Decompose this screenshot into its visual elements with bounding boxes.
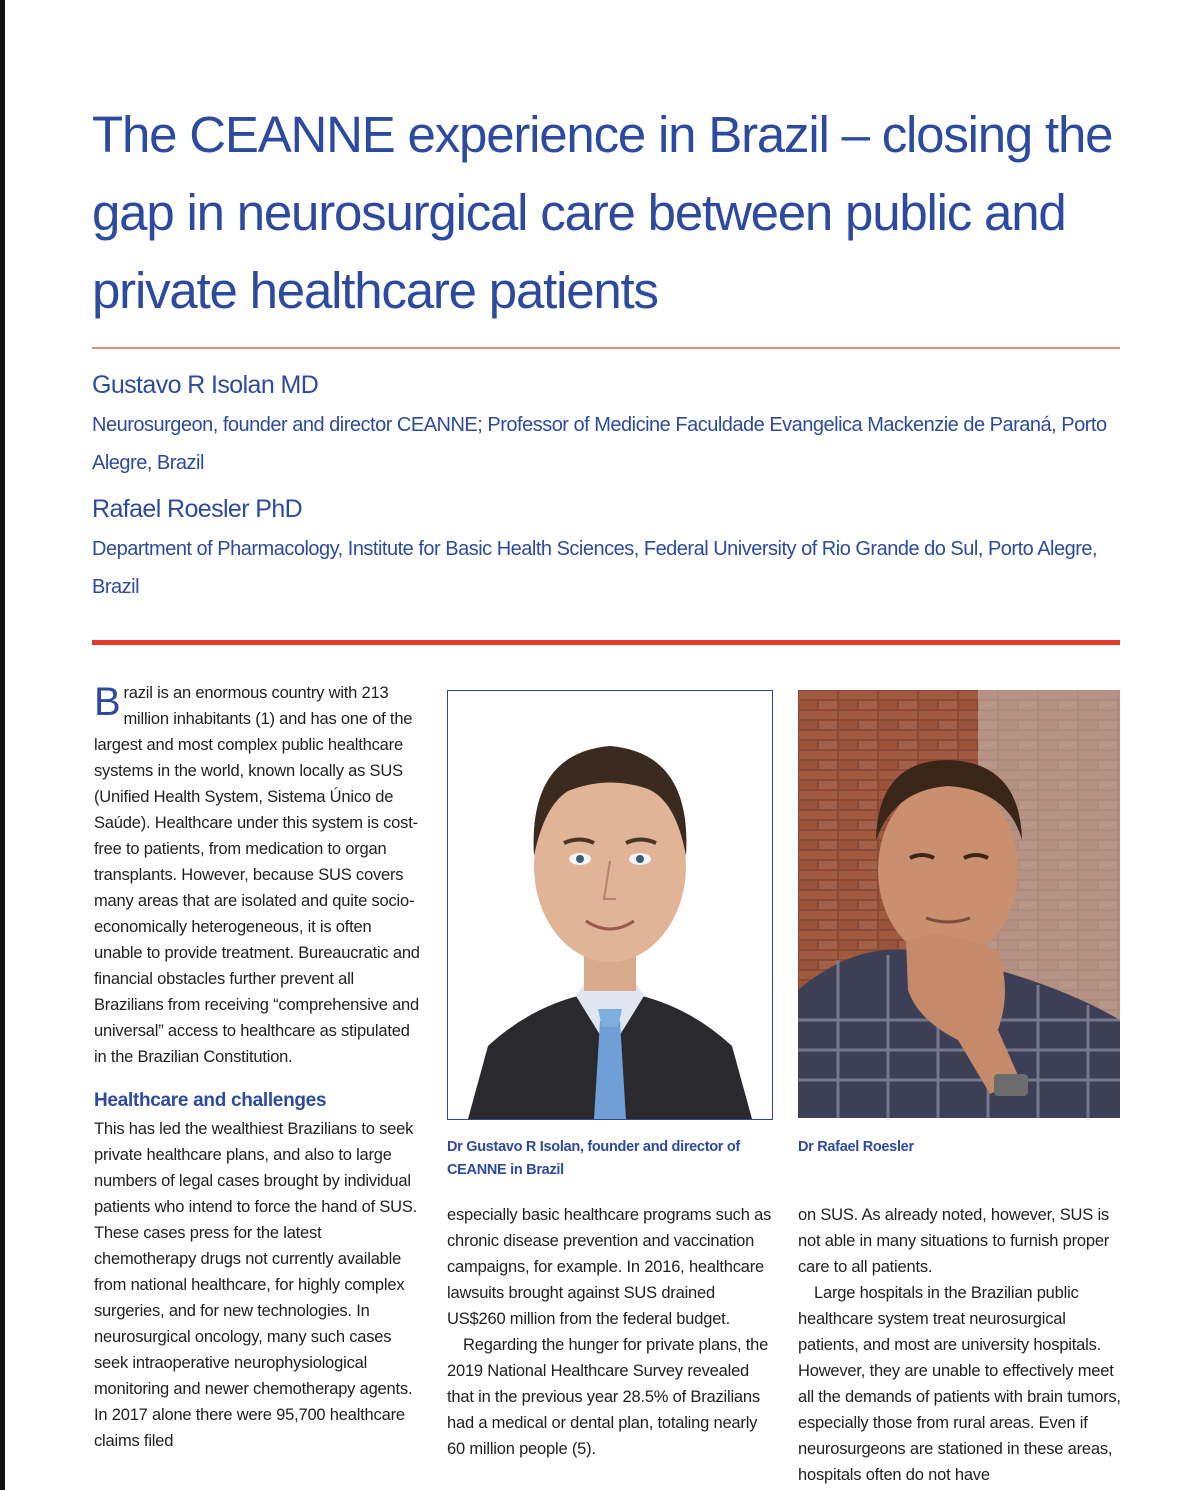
column-2 <box>447 1202 777 1462</box>
header-divider-thick <box>92 640 1120 645</box>
portrait-illustration <box>448 691 772 1119</box>
author-2 <box>92 494 1132 606</box>
article-title: The CEANNE experience in Brazil – closing the gap in neurosurgical care between public and private healthcare patients <box>92 106 1113 319</box>
column-3 <box>798 1202 1128 1488</box>
author-section <box>92 358 1132 606</box>
paragraph: especially basic healthcare programs such as chronic disease prevention and vaccination campaigns, for example. In 2016, healthcare lawsuits brought against SUS drained US$260 million from the federal budget. <box>447 1206 772 1328</box>
author-affiliation: Neurosurgeon, founder and director CEANNE; Professor of Medicine Faculdade Evangelica Mackenzie de Paraná, Porto Alegre, Brazil <box>92 414 1107 474</box>
photo-caption: Dr Gustavo R Isolan, founder and director of CEANNE in Brazil <box>447 1139 740 1178</box>
intro-text: razil is an enormous country with 213 million inhabitants (1) and has one of the largest and most complex public healthcare systems in the world, known locally as SUS (Unified Health System, Sistema Único de Saúde). Healthcare under this system is cost-free to patients, from medication to organ transplants. However, because SUS covers many areas that are isolated and quite socio-economically heterogeneous, it is often unable to provide treatment. Bureaucratic and financial obstacles further prevent all Brazilians from receiving “comprehensive and universal” access to healthcare as stipulated in the Brazilian Constitution. <box>94 684 420 1066</box>
paragraph: on SUS. As already noted, however, SUS is not able in many situations to furnish proper care to all patients. <box>798 1206 1110 1276</box>
header-divider-thin <box>92 347 1120 349</box>
intro-paragraph <box>94 680 424 1070</box>
author-name: Gustavo R Isolan MD <box>92 371 319 399</box>
drop-cap: B <box>94 680 121 724</box>
page-edge <box>0 0 5 1490</box>
author-photo-roesler <box>798 690 1120 1118</box>
author-name: Rafael Roesler PhD <box>92 495 303 523</box>
portrait-illustration <box>798 690 1120 1118</box>
section-heading: Healthcare and challenges <box>94 1090 327 1111</box>
photo-caption: Dr Rafael Roesler <box>798 1139 914 1155</box>
column-1 <box>94 680 424 1454</box>
author-affiliation: Department of Pharmacology, Institute for Basic Health Sciences, Federal University of Rio Grande do Sul, Porto Alegre, Brazil <box>92 538 1098 598</box>
paragraph: Large hospitals in the Brazilian public healthcare system treat neurosurgical patients, and most are university hospitals. However, they are unable to effectively meet all the demands of patients with brain tumors, especially those from rural areas. Even if neurosurgeons are stationed in these areas, hospitals often do not have <box>798 1284 1121 1484</box>
section-paragraph: This has led the wealthiest Brazilians to seek private healthcare plans, and also to large numbers of legal cases brought by individual patients who intend to force the hand of SUS. These cases press for the latest chemotherapy drugs not currently available from national healthcare, for highly complex surgeries, and for new technologies. In neurosurgical oncology, many such cases seek intraoperative neurophysiological monitoring and newer chemotherapy agents. In 2017 alone there were 95,700 healthcare claims filed <box>94 1120 418 1450</box>
author-1 <box>92 370 1132 482</box>
paragraph: Regarding the hunger for private plans, the 2019 National Healthcare Survey revealed that in the previous year 28.5% of Brazilians had a medical or dental plan, totaling nearly 60 million people (5). <box>447 1336 769 1458</box>
author-photo-isolan <box>447 690 773 1120</box>
